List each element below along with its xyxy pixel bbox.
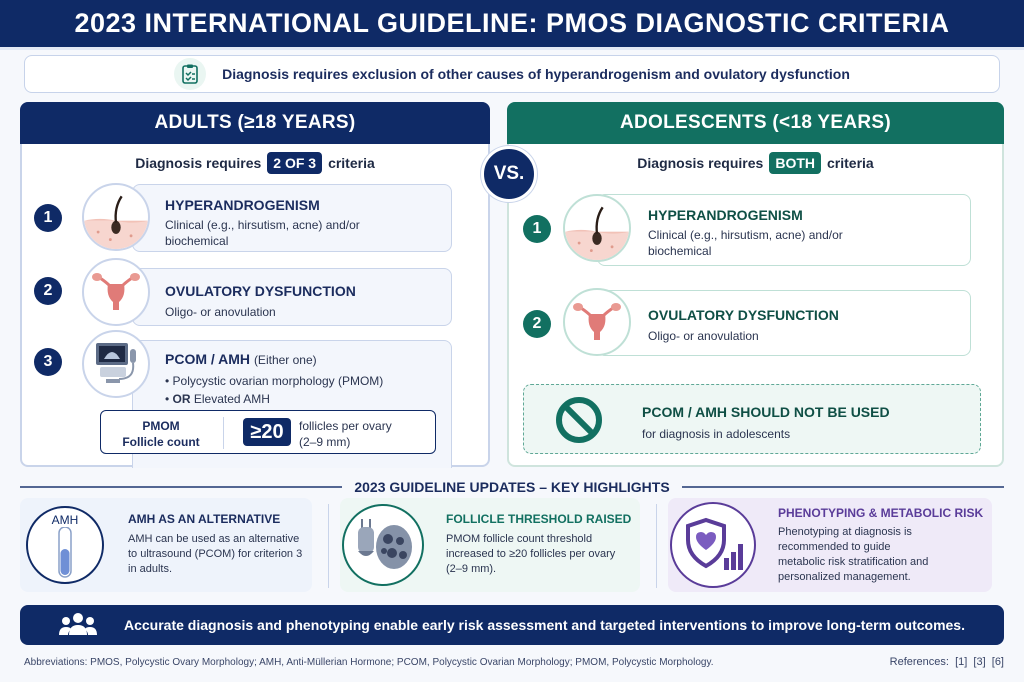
highlights-heading-row [20, 478, 1004, 496]
highlight-phenotyping: PHENOTYPING & METABOLIC RISK Phenotyping at diagnosis is recommended to guide metabolic risk stratification and personalized management. [668, 498, 992, 592]
page-title: 2023 INTERNATIONAL GUIDELINE: PMOS DIAGNOSTIC CRITERIA [0, 0, 1024, 50]
hair-follicle-icon [82, 183, 150, 251]
adolescents-requirement-pill: BOTH [769, 152, 821, 174]
adults-panel [20, 102, 490, 467]
prohibited-icon [554, 395, 604, 450]
adults-criterion-1-number: 1 [34, 204, 62, 232]
adults-requirement: Diagnosis requires 2 OF 3 criteria [22, 152, 488, 174]
shield-heart-chart-icon [670, 502, 756, 588]
adolescents-criterion-2-number: 2 [523, 310, 551, 338]
vs-badge: VS. [481, 146, 537, 202]
exclusion-note-text: Diagnosis requires exclusion of other causes of hyperandrogenism and ovulatory dysfunction [222, 66, 850, 82]
adults-criterion-2-title: OVULATORY DYSFUNCTION [165, 283, 356, 299]
adolescents-criterion-1-title: HYPERANDROGENISM [648, 207, 803, 223]
adults-criterion-2-number: 2 [34, 277, 62, 305]
pcom-not-used-title: PCOM / AMH SHOULD NOT BE USED [642, 404, 890, 420]
highlight-phenotyping-title: PHENOTYPING & METABOLIC RISK [778, 506, 984, 520]
adults-criterion-3-number: 3 [34, 348, 62, 376]
ultrasound-probe-ovary-icon [342, 504, 424, 586]
uterus-icon [82, 258, 150, 326]
adolescents-panel [507, 102, 1004, 467]
people-group-icon [58, 611, 98, 639]
conclusion-text: Accurate diagnosis and phenotyping enable early risk assessment and targeted interventions to improve long-term outcomes. [124, 617, 965, 633]
references: References: [1] [3] [6] [889, 656, 1004, 668]
adolescents-criterion-2: OVULATORY DYSFUNCTION Oligo- or anovulation [597, 290, 971, 356]
adolescents-heading: ADOLESCENTS (<18 YEARS) [507, 102, 1004, 144]
adolescents-criterion-2-title: OVULATORY DYSFUNCTION [648, 307, 839, 323]
hair-follicle-icon [563, 194, 631, 262]
adults-requirement-pill: 2 OF 3 [267, 152, 322, 174]
adolescents-requirement: Diagnosis requires BOTH criteria [509, 152, 1002, 174]
adolescents-criterion-1-number: 1 [523, 215, 551, 243]
adults-criterion-3-title: PCOM / AMH (Either one) [165, 351, 317, 367]
exclusion-note [24, 55, 1000, 93]
pcom-not-used-box: PCOM / AMH SHOULD NOT BE USED for diagnosis in adolescents [523, 384, 981, 454]
test-tube-icon: AMH [26, 506, 104, 584]
ultrasound-machine-icon [82, 330, 150, 398]
conclusion-banner [20, 605, 1004, 645]
highlight-follicle-threshold: FOLLICLE THRESHOLD RAISED PMOM follicle count threshold increased to ≥20 follicles per ovary (2–9 mm). [340, 498, 640, 592]
adults-criterion-1: HYPERANDROGENISM Clinical (e.g., hirsutism, acne) and/or biochemical [132, 184, 452, 252]
highlight-amh: AMH AMH AS AN ALTERNATIVE AMH can be used as an alternative to ultrasound (PCOM) for criterion 3 in adults. [20, 498, 312, 592]
highlight-follicle-title: FOLLICLE THRESHOLD RAISED [446, 512, 632, 526]
highlight-amh-title: AMH AS AN ALTERNATIVE [128, 512, 281, 526]
adults-criterion-1-title: HYPERANDROGENISM [165, 197, 320, 213]
adults-criterion-3: PCOM / AMH (Either one) • Polycystic ovarian morphology (PMOM) • OR Elevated AMH [132, 340, 452, 468]
adults-criterion-2: OVULATORY DYSFUNCTION Oligo- or anovulation [132, 268, 452, 326]
uterus-icon [563, 288, 631, 356]
pmom-threshold-box: PMOM Follicle count ≥20 follicles per ovary (2–9 mm) [100, 410, 436, 454]
abbreviations-footnote: Abbreviations: PMOS, Polycystic Ovary Morphology; AMH, Anti-Müllerian Hormone; PCOM, Polycystic Ovarian Morphology; PMOM, Polycystic Morphology. [24, 657, 714, 668]
clipboard-check-icon [174, 58, 206, 90]
pmom-threshold-value: ≥20 [243, 418, 291, 446]
adolescents-criterion-1: HYPERANDROGENISM Clinical (e.g., hirsutism, acne) and/or biochemical [597, 194, 971, 266]
adults-heading: ADULTS (≥18 YEARS) [20, 102, 490, 144]
highlights-heading: 2023 GUIDELINE UPDATES – KEY HIGHLIGHTS [354, 479, 670, 495]
